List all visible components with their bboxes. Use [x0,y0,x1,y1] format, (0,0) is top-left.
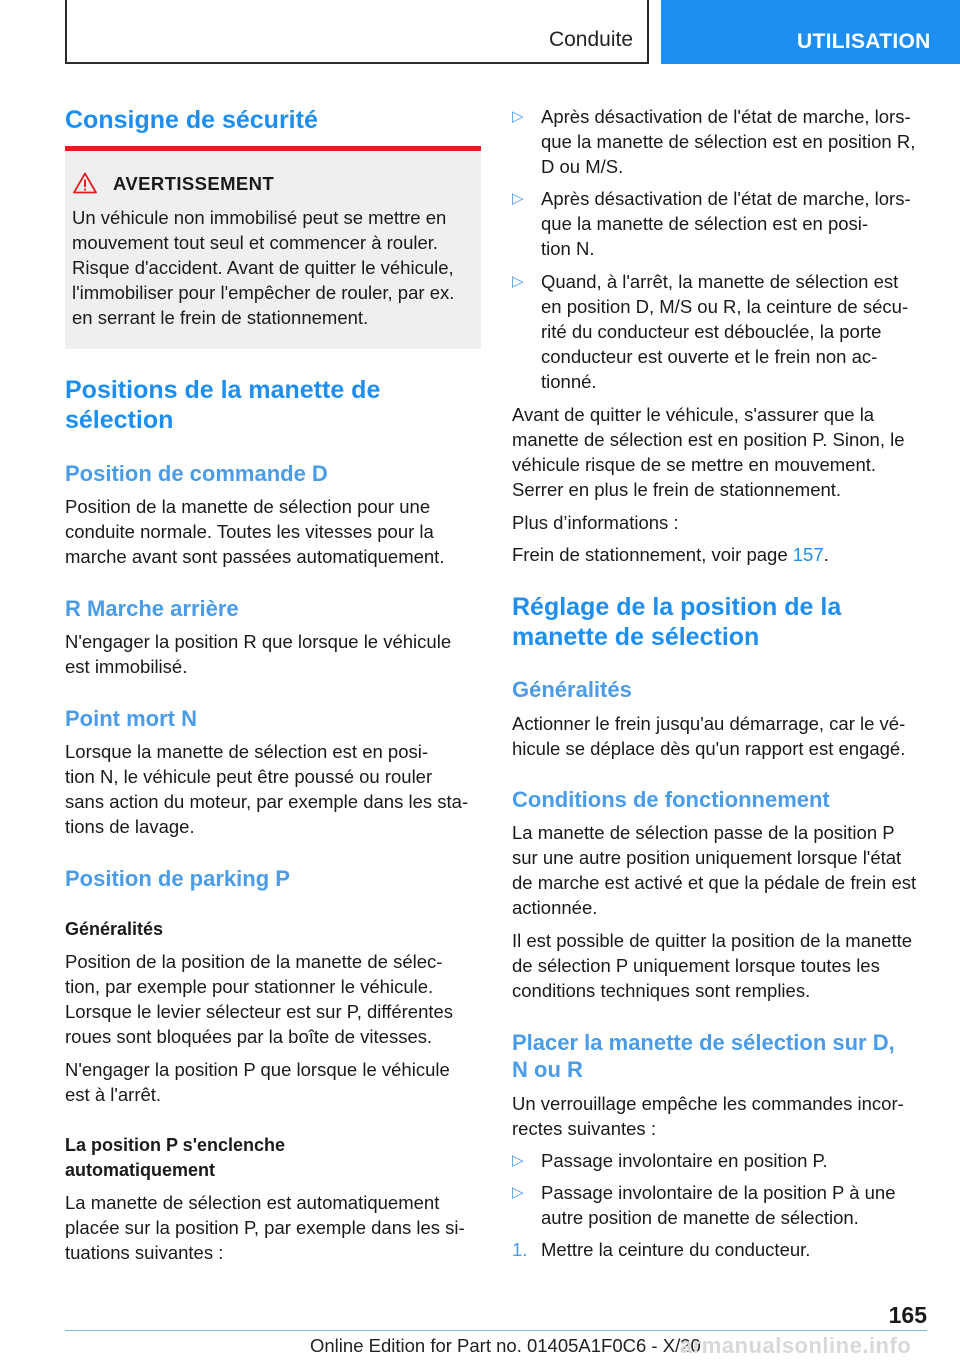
warning-line: mouvement tout seul et commencer à rouler. [72,232,439,253]
text-line: conducteur est ouverte et le frein non ac‐ [541,346,878,367]
warning-triangle-icon [73,172,97,194]
cross-reference [512,542,829,567]
heading-adjust [512,592,930,652]
text-line: est immobilisé. [65,656,188,677]
reference-text: Frein de stationnement, voir page [512,544,793,565]
text-line: tion, par exemple pour stationner le véhicule. [65,976,434,997]
text-line: Il est possible de quitter la position de la manette [512,930,913,951]
text-line: hicule se déplace dès qu'un rapport est engagé. [512,738,906,759]
text-line: manette de sélection est en position P. Sinon, le [512,429,905,450]
text-line: Après désactivation de l'état de marche, lors‐ [541,188,911,209]
step-number: 1. [512,1239,528,1260]
bullet-triangle-icon: ▷ [512,1152,524,1169]
text-line: sur une autre position uniquement lorsque l'état [512,847,902,868]
bullet-triangle-icon: ▷ [512,190,524,207]
text-line: autre position de manette de sélection. [541,1207,859,1228]
heading-line: sélection [65,406,174,434]
text-line: que la manette de sélection est en position R, [541,131,916,152]
paragraph-conditions-1 [512,820,930,920]
more-info-label: Plus d’informations : [512,512,679,533]
warning-line: en serrant le frein de stationnement. [72,307,369,328]
text-line: Mettre la ceinture du conducteur. [541,1239,811,1260]
paragraph-drive [65,494,481,569]
text-line: de marche est activé et que la pédale de frein est [512,872,917,893]
heading-general-right: Généralités [512,677,632,702]
text-line: Lorsque la manette de sélection est en posi‐ [65,741,429,762]
page-number: 165 [888,1302,927,1328]
text-line: tion N. [541,238,595,259]
watermark: armanualsonline.info [680,1333,912,1358]
bullet-triangle-icon: ▷ [512,1184,524,1201]
heading-line: automatiquement [65,1160,216,1180]
heading-line: Placer la manette de sélection sur D, [512,1030,895,1055]
header-chapter-tab [661,0,960,64]
text-line: N'engager la position R que lorsque le véhicule [65,631,452,652]
text-line: tions de lavage. [65,816,195,837]
text-line: La manette de sélection passe de la position P [512,822,895,843]
warning-text [72,205,472,330]
text-line: Position de la position de la manette de sélec‐ [65,951,443,972]
footer-edition: Online Edition for Part no. 01405A1F0C6 - X/20 [310,1335,701,1356]
header-section-box [65,0,649,64]
text-line: Avant de quitter le véhicule, s'assurer que la [512,404,875,425]
text-line: véhicule risque de se mettre en mouvement. [512,454,877,475]
heading-line: Réglage de la position de la [512,593,842,621]
text-line: conduite normale. Toutes les vitesses pour la [65,521,434,542]
heading-safety: Consigne de sécurité [65,106,318,134]
paragraph-auto-park [65,1190,481,1265]
heading-line: La position P s'enclenche [65,1135,286,1155]
header-chapter-title: UTILISATION [797,30,931,53]
heading-general-left: Généralités [65,919,164,939]
text-line: de sélection P uniquement lorsque toutes les [512,955,880,976]
paragraph-lock [512,1091,930,1141]
heading-place-selector [512,1029,930,1083]
text-line: Serrer en plus le frein de stationnement. [512,479,842,500]
text-line: Position de la manette de sélection pour une [65,496,431,517]
text-line: conditions techniques sont remplies. [512,980,811,1001]
heading-reverse: R Marche arrière [65,596,239,621]
reference-end: . [823,544,829,565]
paragraph-general-left [65,949,481,1049]
text-line: roues sont bloquées par la boîte de vitesses. [65,1026,433,1047]
text-line: Après désactivation de l'état de marche, lors‐ [541,106,911,127]
heading-line: N ou R [512,1057,583,1082]
header-section-title: Conduite [548,28,633,51]
text-line: tion N, le véhicule peut être poussé ou rouler [65,766,433,787]
page-link[interactable]: 157 [792,544,824,565]
paragraph-park-engage [65,1057,481,1107]
text-line: Lorsque le levier sélecteur est sur P, différentes [65,1001,454,1022]
text-line: tionné. [541,371,597,392]
paragraph-conditions-2 [512,928,930,1003]
text-line: D ou M/S. [541,156,624,177]
text-line: marche avant sont passées automatiquement. [65,546,445,567]
heading-line: Positions de la manette de [65,376,381,404]
text-line: actionnée. [512,897,598,918]
text-line: que la manette de sélection est en posi‐ [541,213,869,234]
paragraph-reverse [65,629,481,679]
text-line: Quand, à l'arrêt, la manette de sélection est [541,271,899,292]
text-line: rectes suivantes : [512,1118,656,1139]
paragraph-before-leave [512,402,930,502]
text-line: Passage involontaire en position P. [541,1150,828,1171]
text-line: N'engager la position P que lorsque le véhicule [65,1059,450,1080]
paragraph-general-right [512,711,930,761]
paragraph-neutral [65,739,481,839]
text-line: Passage involontaire de la position P à une [541,1182,896,1203]
heading-drive: Position de commande D [65,461,328,486]
heading-neutral: Point mort N [65,706,197,731]
heading-auto-park [65,1133,481,1183]
text-line: est à l'arrêt. [65,1084,162,1105]
bullet-triangle-icon: ▷ [512,108,524,125]
warning-line: Un véhicule non immobilisé peut se mettre en [72,207,447,228]
heading-positions [65,375,481,435]
heading-conditions: Conditions de fonctionnement [512,787,830,812]
text-line: en position D, M/S ou R, la ceinture de sécu‐ [541,296,909,317]
footer-rule [65,1330,927,1331]
warning-title: AVERTISSEMENT [113,173,275,194]
bullet-triangle-icon: ▷ [512,273,524,290]
heading-line: manette de sélection [512,623,760,651]
text-line: rité du conducteur est débouclée, la porte [541,321,882,342]
warning-line: Risque d'accident. Avant de quitter le véhicule, [72,257,454,278]
text-line: Actionner le frein jusqu'au démarrage, car le vé‐ [512,713,906,734]
warning-line: l'immobiliser pour l'empêcher de rouler, par ex. [72,282,455,303]
text-line: La manette de sélection est automatiquement [65,1192,440,1213]
text-line: sans action du moteur, par exemple dans les sta‐ [65,791,469,812]
heading-park: Position de parking P [65,866,290,891]
text-line: placée sur la position P, par exemple dans les si‐ [65,1217,465,1238]
text-line: tuations suivantes : [65,1242,224,1263]
text-line: Un verrouillage empêche les commandes incor‐ [512,1093,904,1114]
